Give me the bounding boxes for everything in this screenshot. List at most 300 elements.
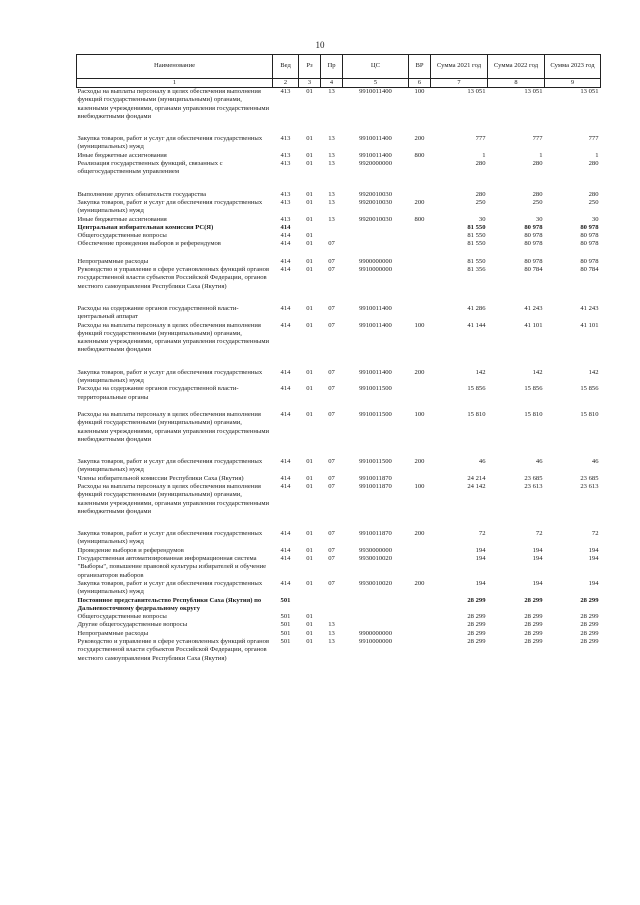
header-number: 8 [488, 79, 545, 88]
cell-vr [409, 177, 431, 199]
cell-sum-2022: 46 [535, 458, 543, 466]
cell-ved: 414 [280, 555, 291, 563]
cell-cs: 9910011400 [359, 88, 392, 95]
cell-sum-2022: 80 784 [524, 266, 543, 274]
cell-sum-2023: 80 978 [580, 232, 599, 240]
cell-name: Закупка товаров, работ и услуг для обеспечения государственных (муниципальных) нужд [77, 368, 263, 385]
header-number: 9 [545, 79, 601, 88]
table-row [77, 385, 601, 402]
table-row [77, 266, 601, 291]
cell-rz: 01 [306, 151, 313, 159]
cell-rz: 01 [306, 257, 313, 265]
cell-name: Непрограммные расходы [77, 629, 149, 637]
cell-vr [409, 621, 431, 629]
cell-pr: 07 [328, 458, 335, 466]
cell-ved: 413 [280, 198, 291, 206]
cell-name: Расходы на выплаты персоналу в целях обеспечения выполнения функций государственными (муниципальными) органами, казенными учреждениями, органами управления государственными внебюджетными фондами [77, 410, 270, 443]
cell-sum-2021: 13 051 [467, 88, 486, 95]
cell-pr: 07 [328, 579, 335, 587]
cell-sum-2021: 30 [478, 215, 486, 223]
cell-rz: 01 [306, 555, 313, 563]
cell-ved: 413 [280, 160, 291, 168]
cell-cs: 9910000000 [359, 266, 392, 274]
cell-sum-2022: 80 978 [524, 240, 543, 248]
cell-sum-2023: 15 856 [580, 385, 599, 393]
cell-sum-2023: 28 299 [580, 629, 599, 637]
cell-sum-2021: 81 550 [467, 257, 486, 265]
cell-name: Иные бюджетные ассигнования [77, 151, 167, 159]
cell-sum-2022: 80 978 [524, 232, 543, 240]
cell-cs: 9920000000 [359, 160, 392, 168]
cell-name: Проведение выборов и референдумов [77, 546, 184, 554]
cell-vr: 200 [414, 198, 425, 206]
cell-pr: 13 [328, 198, 335, 206]
table-row [77, 402, 601, 444]
cell-name: Руководство и управление в сфере установленных функций органов государственной власти субъектов Российской Федерации, органов местного самоуправления Республики Саха (Якутия) [77, 266, 270, 290]
table-row [77, 630, 601, 638]
header-number: 7 [431, 79, 488, 88]
cell-sum-2022: 28 299 [524, 629, 543, 637]
cell-name: Члены избирательной комиссии Республики Саха (Якутия) [77, 474, 244, 482]
cell-sum-2021: 1 [482, 151, 486, 159]
cell-sum-2022: 72 [535, 530, 543, 538]
cell-vr [409, 597, 431, 614]
cell-sum-2021: 15 810 [467, 410, 486, 418]
cell-ved: 501 [280, 638, 291, 646]
cell-rz: 01 [306, 410, 313, 418]
header-sum-2021: Сумма 2021 год [431, 55, 488, 79]
header-number-row [77, 79, 601, 88]
table-row [77, 580, 601, 597]
cell-pr: 07 [328, 321, 335, 329]
cell-vr: 200 [414, 458, 425, 466]
cell-name: Закупка товаров, работ и услуг для обеспечения государственных (муниципальных) нужд [77, 135, 263, 151]
cell-sum-2022: 28 299 [524, 621, 543, 629]
cell-name: Расходы на выплаты персоналу в целях обеспечения выполнения функций государственными (муниципальными) органами, казенными учреждениями, органами управления государственными внебюджетными фондами [77, 321, 270, 354]
cell-pr: 07 [328, 530, 335, 538]
cell-rz: 01 [306, 215, 313, 223]
cell-vr: 200 [414, 530, 425, 538]
table-body [77, 88, 601, 663]
cell-name: Закупка товаров, работ и услуг для обеспечения государственных (муниципальных) нужд [77, 530, 263, 546]
cell-sum-2022: 194 [532, 555, 543, 563]
cell-sum-2022: 1 [539, 151, 543, 159]
cell-rz: 01 [306, 368, 313, 376]
cell-sum-2022: 28 299 [524, 638, 543, 646]
cell-rz: 01 [306, 482, 313, 490]
cell-ved: 414 [280, 458, 291, 466]
header-sum-2022: Сумма 2022 год [488, 55, 545, 79]
cell-sum-2021: 81 550 [467, 240, 486, 248]
cell-vr [409, 249, 431, 266]
table-row [77, 240, 601, 248]
cell-sum-2021: 777 [475, 135, 486, 143]
cell-vr [409, 160, 431, 177]
cell-sum-2021: 15 856 [467, 385, 486, 393]
cell-sum-2022: 250 [532, 198, 543, 206]
cell-sum-2022: 15 810 [524, 410, 543, 418]
cell-sum-2022: 13 051 [524, 88, 543, 95]
cell-name: Общегосударственные вопросы [77, 232, 167, 240]
cell-pr: 07 [328, 257, 335, 265]
cell-cs: 9920010030 [359, 190, 392, 198]
cell-cs: 9910011870 [359, 530, 392, 538]
cell-pr: 13 [328, 215, 335, 223]
cell-pr: 13 [328, 135, 335, 143]
table-row [77, 216, 601, 224]
table-row [77, 444, 601, 475]
cell-sum-2023: 15 810 [580, 410, 599, 418]
cell-sum-2023: 41 243 [580, 304, 599, 312]
table-row [77, 88, 601, 122]
cell-sum-2023: 46 [591, 458, 599, 466]
cell-sum-2022: 80 978 [524, 257, 543, 265]
cell-cs [343, 232, 409, 240]
cell-sum-2021: 28 299 [467, 629, 486, 637]
cell-sum-2022: 28 299 [524, 613, 543, 621]
cell-sum-2023: 72 [591, 530, 599, 538]
cell-cs: 9910000000 [359, 638, 392, 646]
cell-sum-2023: 280 [588, 190, 599, 198]
cell-vr [409, 266, 431, 291]
header-cs: ЦС [343, 55, 409, 79]
cell-sum-2023: 23 685 [580, 474, 599, 482]
cell-rz: 01 [306, 638, 313, 646]
header-number: 2 [273, 79, 299, 88]
cell-sum-2022: 28 299 [524, 596, 543, 604]
cell-sum-2021: 46 [478, 458, 486, 466]
cell-sum-2023: 28 299 [580, 613, 599, 621]
cell-rz: 01 [306, 613, 313, 621]
cell-sum-2022: 80 978 [524, 223, 543, 231]
cell-sum-2023: 80 978 [580, 223, 599, 231]
cell-cs: 9930010020 [359, 555, 392, 563]
cell-rz: 01 [306, 530, 313, 538]
cell-sum-2022: 194 [532, 579, 543, 587]
table-row [77, 621, 601, 629]
cell-sum-2023: 194 [588, 579, 599, 587]
cell-ved: 414 [280, 304, 291, 312]
cell-sum-2023: 30 [591, 215, 599, 223]
cell-pr: 07 [328, 368, 335, 376]
page-number: 10 [315, 40, 325, 50]
cell-name: Закупка товаров, работ и услуг для обеспечения государственных (муниципальных) нужд [77, 579, 263, 596]
table-row [77, 322, 601, 355]
header-row [77, 55, 601, 79]
table-row [77, 597, 601, 614]
cell-vr: 100 [414, 410, 425, 418]
table-row [77, 249, 601, 266]
cell-ved: 413 [280, 190, 291, 198]
cell-sum-2021: 28 299 [467, 613, 486, 621]
cell-pr: 07 [328, 546, 335, 554]
table-row [77, 613, 601, 621]
cell-cs: 9910011400 [359, 135, 392, 143]
cell-sum-2022: 41 243 [524, 304, 543, 312]
cell-cs: 9930010020 [359, 579, 392, 587]
cell-cs: 9910011870 [359, 482, 392, 490]
table-row [77, 177, 601, 199]
budget-table [76, 54, 601, 663]
cell-pr: 13 [328, 621, 335, 629]
cell-sum-2023: 194 [588, 555, 599, 563]
cell-vr [409, 555, 431, 580]
cell-vr: 200 [414, 135, 425, 143]
cell-pr: 07 [328, 410, 335, 418]
table-row [77, 291, 601, 322]
cell-pr: 07 [328, 266, 335, 274]
cell-sum-2021: 72 [478, 530, 486, 538]
cell-ved: 414 [280, 474, 291, 482]
table-row [77, 475, 601, 483]
cell-rz: 01 [306, 629, 313, 637]
cell-cs [343, 621, 409, 629]
cell-rz: 01 [306, 266, 313, 274]
cell-ved: 414 [280, 482, 291, 490]
cell-name: Иные бюджетные ассигнования [77, 215, 167, 223]
cell-sum-2023: 250 [588, 198, 599, 206]
cell-pr: 13 [328, 638, 335, 646]
cell-name: Общегосударственные вопросы [77, 613, 167, 621]
table-row [77, 232, 601, 240]
cell-rz [299, 224, 321, 232]
table-row [77, 224, 601, 232]
cell-sum-2023: 80 978 [580, 240, 599, 248]
header-ved: Вед [273, 55, 299, 79]
header-number: 3 [299, 79, 321, 88]
cell-ved: 414 [280, 240, 291, 248]
cell-sum-2021: 81 550 [467, 232, 486, 240]
cell-sum-2023: 1 [595, 151, 599, 159]
cell-cs: 9900000000 [359, 257, 392, 265]
cell-sum-2023: 28 299 [580, 596, 599, 604]
cell-name: Постоянное представительство Республики Саха (Якутия) по Дальневосточному федеральному округу [77, 596, 262, 612]
cell-rz: 01 [306, 304, 313, 312]
cell-vr: 100 [414, 88, 425, 95]
table-header [77, 55, 601, 88]
cell-vr [409, 547, 431, 555]
table-row [77, 483, 601, 516]
header-sum-2023: Сумма 2023 год [545, 55, 601, 79]
cell-vr [409, 240, 431, 248]
cell-vr: 200 [414, 579, 425, 587]
header-number: 5 [343, 79, 409, 88]
cell-sum-2022: 280 [532, 160, 543, 168]
cell-rz: 01 [306, 190, 313, 198]
cell-name: Непрограммные расходы [77, 257, 149, 265]
cell-ved: 414 [280, 530, 291, 538]
header-number: 4 [321, 79, 343, 88]
cell-vr: 800 [414, 215, 425, 223]
cell-rz [299, 597, 321, 614]
cell-sum-2021: 194 [475, 546, 486, 554]
cell-pr [321, 613, 343, 621]
cell-sum-2021: 250 [475, 198, 486, 206]
cell-sum-2023: 80 978 [580, 257, 599, 265]
cell-pr [321, 232, 343, 240]
cell-rz: 01 [306, 621, 313, 629]
cell-rz: 01 [306, 160, 313, 168]
cell-vr [409, 475, 431, 483]
cell-sum-2021: 142 [475, 368, 486, 376]
cell-cs: 9910011400 [359, 368, 392, 376]
cell-ved: 414 [280, 223, 291, 231]
cell-cs: 9910011400 [359, 151, 392, 159]
table-row [77, 638, 601, 663]
cell-sum-2021: 28 299 [467, 596, 486, 604]
cell-name: Обеспечение проведения выборов и референдумов [77, 240, 221, 248]
cell-name: Расходы на содержание органов государственной власти- центральный аппарат [77, 304, 239, 321]
header-number: 6 [409, 79, 431, 88]
cell-name: Реализация государственных функций, связанных с общегосударственным управлением [77, 160, 223, 176]
cell-name: Закупка товаров, работ и услуг для обеспечения государственных (муниципальных) нужд [77, 198, 263, 215]
cell-pr: 07 [328, 482, 335, 490]
cell-rz: 01 [306, 385, 313, 393]
cell-pr [321, 224, 343, 232]
cell-sum-2023: 41 101 [580, 321, 599, 329]
cell-pr: 07 [328, 555, 335, 563]
cell-ved: 414 [280, 321, 291, 329]
cell-ved: 413 [280, 135, 291, 143]
cell-pr: 07 [328, 474, 335, 482]
cell-pr [321, 597, 343, 614]
cell-sum-2021: 280 [475, 190, 486, 198]
cell-sum-2022: 23 685 [524, 474, 543, 482]
cell-name: Расходы на выплаты персоналу в целях обеспечения выполнения функций государственными (муниципальными) органами, казенными учреждениями, органами управления государственными внебюджетными фондами [77, 88, 270, 120]
cell-rz: 01 [306, 458, 313, 466]
cell-name: Закупка товаров, работ и услуг для обеспечения государственных (муниципальных) нужд [77, 458, 263, 474]
cell-cs: 9910011500 [359, 385, 392, 393]
cell-ved: 414 [280, 385, 291, 393]
cell-sum-2022: 280 [532, 190, 543, 198]
cell-sum-2022: 777 [532, 135, 543, 143]
cell-vr [409, 613, 431, 621]
cell-sum-2022: 15 856 [524, 385, 543, 393]
cell-pr: 07 [328, 240, 335, 248]
cell-sum-2021: 24 142 [467, 482, 486, 490]
cell-sum-2021: 41 286 [467, 304, 486, 312]
table-row [77, 160, 601, 177]
cell-vr: 100 [414, 321, 425, 329]
cell-vr [409, 291, 431, 322]
cell-sum-2021: 41 144 [467, 321, 486, 329]
cell-name: Расходы на содержание органов государственной власти- территориальные органы [77, 385, 239, 401]
cell-rz: 01 [306, 88, 313, 95]
header-name: Наименование [77, 55, 273, 79]
table-row [77, 516, 601, 547]
table-row [77, 555, 601, 580]
cell-sum-2021: 280 [475, 160, 486, 168]
cell-sum-2022: 142 [532, 368, 543, 376]
cell-pr: 07 [328, 304, 335, 312]
table-row [77, 547, 601, 555]
cell-cs: 9900000000 [359, 629, 392, 637]
cell-rz: 01 [306, 198, 313, 206]
cell-rz: 01 [306, 579, 313, 587]
cell-ved: 414 [280, 546, 291, 554]
cell-cs: 9910011500 [359, 458, 392, 466]
cell-cs: 9920010030 [359, 198, 392, 206]
cell-cs: 9930000000 [359, 546, 392, 554]
cell-sum-2023: 142 [588, 368, 599, 376]
cell-name: Другие общегосударственные вопросы [77, 621, 188, 629]
cell-sum-2021: 28 299 [467, 621, 486, 629]
cell-ved: 414 [280, 410, 291, 418]
cell-ved: 413 [280, 151, 291, 159]
cell-cs [343, 613, 409, 621]
cell-sum-2023: 194 [588, 546, 599, 554]
cell-vr [409, 638, 431, 663]
cell-ved: 414 [280, 368, 291, 376]
cell-sum-2021: 28 299 [467, 638, 486, 646]
cell-cs [343, 224, 409, 232]
cell-sum-2023: 80 784 [580, 266, 599, 274]
cell-cs [343, 597, 409, 614]
cell-pr: 13 [328, 629, 335, 637]
cell-vr [409, 224, 431, 232]
cell-pr: 13 [328, 88, 335, 95]
cell-name: Расходы на выплаты персоналу в целях обеспечения выполнения функций государственными (муниципальными) органами, казенными учреждениями, органами управления государственными внебюджетными фондами [77, 482, 270, 515]
cell-vr [409, 630, 431, 638]
cell-rz: 01 [306, 321, 313, 329]
cell-rz: 01 [306, 546, 313, 554]
cell-cs: 9910011500 [359, 410, 392, 418]
cell-name: Центральная избирательная комиссия РС(Я) [77, 223, 214, 231]
header-vr: ВР [409, 55, 431, 79]
cell-name: Государственная автоматизированная информационная система "Выборы", повышение правовой культуры избирателей и обучение организаторов выборов [77, 555, 267, 579]
cell-sum-2022: 41 101 [524, 321, 543, 329]
cell-sum-2021: 81 550 [467, 223, 486, 231]
cell-sum-2022: 30 [535, 215, 543, 223]
table-row [77, 199, 601, 216]
cell-ved: 414 [280, 232, 291, 240]
table-row [77, 355, 601, 386]
cell-pr: 07 [328, 385, 335, 393]
cell-ved: 413 [280, 215, 291, 223]
cell-vr: 200 [414, 368, 425, 376]
cell-vr [409, 232, 431, 240]
cell-sum-2021: 194 [475, 579, 486, 587]
cell-sum-2021: 81 356 [467, 266, 486, 274]
cell-pr: 13 [328, 190, 335, 198]
cell-sum-2021: 194 [475, 555, 486, 563]
cell-sum-2023: 13 051 [580, 88, 599, 95]
cell-ved: 414 [280, 266, 291, 274]
cell-ved: 501 [280, 629, 291, 637]
cell-pr: 13 [328, 160, 335, 168]
cell-cs: 9910011400 [359, 321, 392, 329]
header-pr: Пр [321, 55, 343, 79]
cell-cs: 9920010030 [359, 215, 392, 223]
header-number: 1 [77, 79, 273, 88]
cell-pr: 13 [328, 151, 335, 159]
cell-sum-2023: 777 [588, 135, 599, 143]
cell-sum-2023: 28 299 [580, 638, 599, 646]
cell-cs: 9910011870 [359, 474, 392, 482]
cell-rz: 01 [306, 135, 313, 143]
cell-sum-2022: 23 613 [524, 482, 543, 490]
cell-sum-2023: 23 613 [580, 482, 599, 490]
cell-name: Руководство и управление в сфере установленных функций органов государственной власти субъектов Российской Федерации, органов местного самоуправления Республики Саха (Якутия) [77, 638, 270, 662]
cell-cs [343, 240, 409, 248]
cell-ved: 413 [280, 88, 291, 95]
cell-sum-2021: 24 214 [467, 474, 486, 482]
cell-sum-2023: 280 [588, 160, 599, 168]
cell-vr: 800 [414, 151, 425, 159]
cell-rz: 01 [306, 474, 313, 482]
table-row [77, 152, 601, 160]
cell-ved: 501 [280, 621, 291, 629]
